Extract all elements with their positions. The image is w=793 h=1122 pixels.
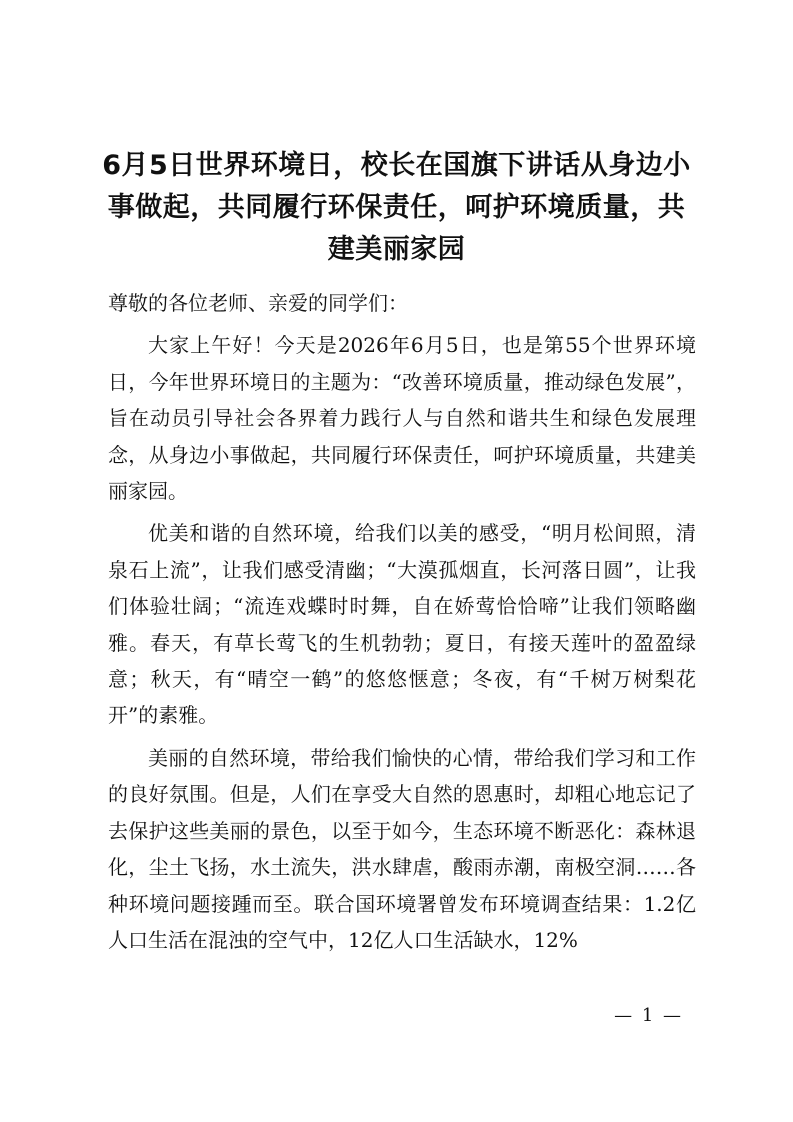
document-body bbox=[108, 285, 696, 958]
paragraph-2: 优美和谐的自然环境，给我们以美的感受，“明月松间照，清泉石上流”，让我们感受清幽；“大漠孤烟直，长河落日圆”，让我们体验壮阔；“流连戏蝶时时舞，自在娇莺恰恰啼”让我们领略幽雅。春天，有草长莺飞的生机勃勃；夏日，有接天莲叶的盈盈绿意；秋天，有“晴空一鹤”的悠悠惬意；冬夜，有“千树万树梨花开”的素雅。 bbox=[108, 521, 696, 728]
page-number: — 1 — bbox=[614, 1005, 683, 1026]
paragraph-1: 大家上午好！今天是2026年6月5日，也是第55个世界环境日，今年世界环境日的主题为：“改善环境质量，推动绿色发展”，旨在动员引导社会各界着力践行人与自然和谐共生和绿色发展理念，从身边小事做起，共同履行环保责任，呵护环境质量，共建美丽家园。 bbox=[108, 333, 696, 504]
paragraph-3: 美丽的自然环境，带给我们愉快的心情，带给我们学习和工作的良好氛围。但是，人们在享受大自然的恩惠时，却粗心地忘记了去保护这些美丽的景色，以至于如今，生态环境不断恶化：森林退化，尘土飞扬，水土流失，洪水肆虐，酸雨赤潮，南极空洞……各种环境问题接踵而至。联合国环境署曾发布环境调查结果：1.2亿人口生活在混浊的空气中，12亿人口生活缺水，12% bbox=[108, 745, 696, 952]
salutation: 尊敬的各位老师、亲爱的同学们： bbox=[108, 291, 408, 315]
document-title: 6月5日世界环境日，校长在国旗下讲话从身边小事做起，共同履行环保责任，呵护环境质量，共建美丽家园 bbox=[102, 150, 691, 265]
